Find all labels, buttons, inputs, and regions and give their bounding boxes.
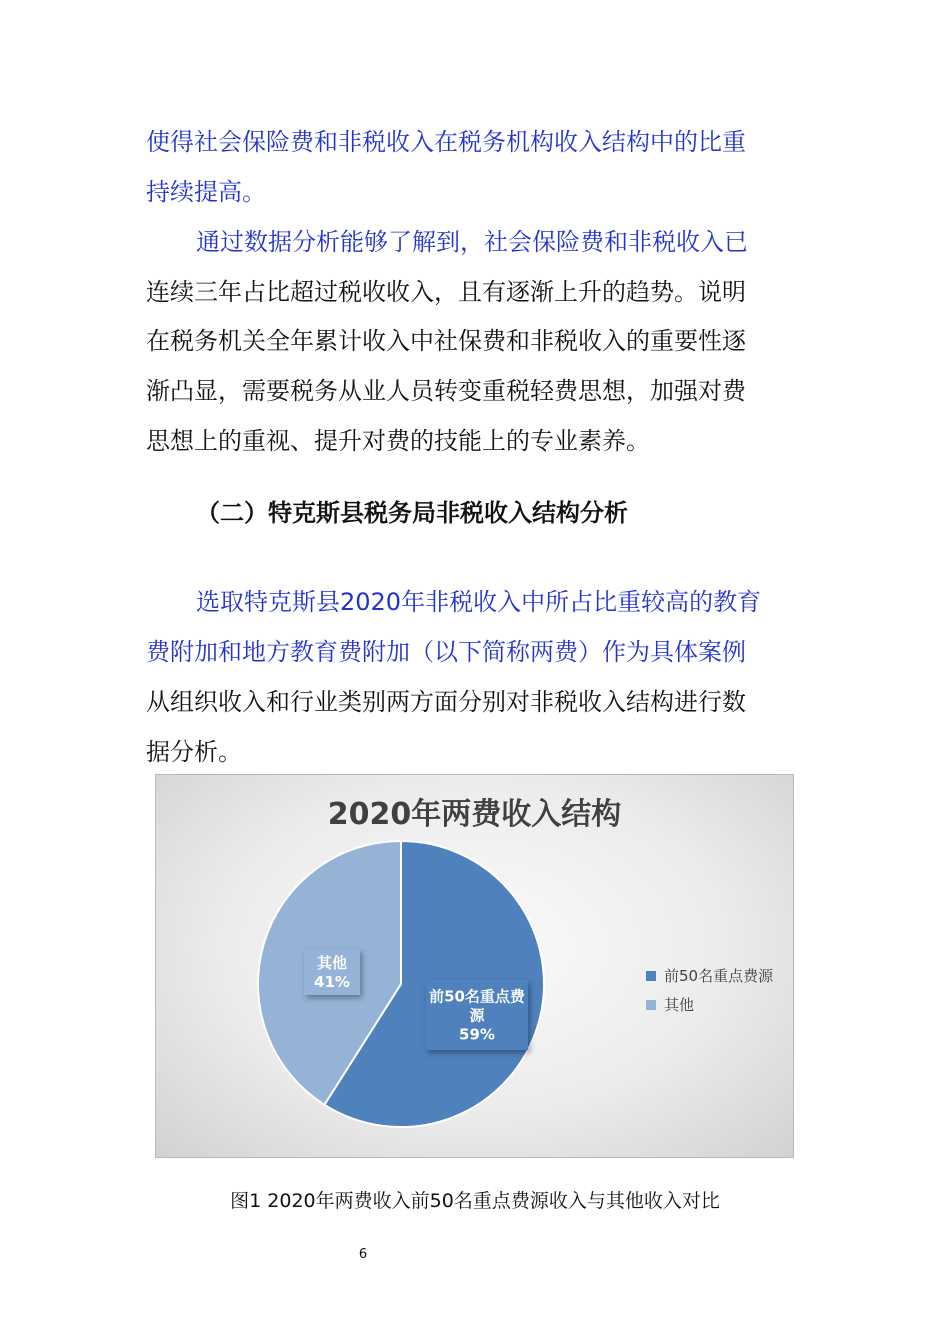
page-number: 6	[358, 1247, 368, 1262]
legend-swatch-other	[646, 1000, 656, 1010]
paragraph-2-line-1: 通过数据分析能够了解到，社会保险费和非税收入已	[196, 228, 748, 256]
legend-label-top50: 前50名重点费源	[664, 967, 774, 985]
data-label-text-top50: 59%	[459, 1025, 495, 1044]
paragraph-2-line-4: 渐凸显，需要税务从业人员转变重税轻费思想，加强对费	[146, 377, 746, 405]
paragraph-2-line-5: 思想上的重视、提升对费的技能上的专业素养。	[146, 427, 650, 455]
legend-item-top50	[646, 965, 773, 986]
chart-legend	[646, 965, 773, 1023]
paragraph-3-line-4: 据分析。	[146, 738, 242, 766]
data-label-text-other: 其他	[316, 954, 348, 972]
paragraph-1-line-2: 持续提高。	[146, 178, 266, 206]
chart-title: 2020年两费收入结构	[327, 797, 622, 832]
paragraph-3-line-2: 费附加和地方教育费附加（以下简称两费）作为具体案例	[146, 638, 746, 666]
legend-label-other: 其他	[664, 996, 695, 1014]
data-label-text-other: 41%	[314, 973, 350, 991]
paragraph-3-line-3: 从组织收入和行业类别两方面分别对非税收入结构进行数	[146, 688, 746, 716]
data-label-other	[304, 949, 360, 995]
data-label-text-top50: 源	[469, 1006, 485, 1025]
legend-item-other	[646, 994, 773, 1015]
paragraph-3-line-1: 选取特克斯县2020年非税收入中所占比重较高的教育	[196, 588, 762, 616]
data-label-text-top50: 前50名重点费	[429, 987, 525, 1006]
data-label-top50	[426, 980, 528, 1050]
pie-chart	[155, 774, 794, 1158]
figure-caption: 图1 2020年两费收入前50名重点费源收入与其他收入对比	[230, 1190, 720, 1212]
paragraph-1-line-1: 使得社会保险费和非税收入在税务机构收入结构中的比重	[146, 128, 746, 156]
paragraph-2-line-2: 连续三年占比超过税收收入，且有逐渐上升的趋势。说明	[146, 278, 746, 306]
legend-swatch-top50	[646, 971, 656, 981]
section-heading: （二）特克斯县税务局非税收入结构分析	[196, 499, 628, 527]
paragraph-2-line-3: 在税务机关全年累计收入中社保费和非税收入的重要性逐	[146, 327, 746, 355]
